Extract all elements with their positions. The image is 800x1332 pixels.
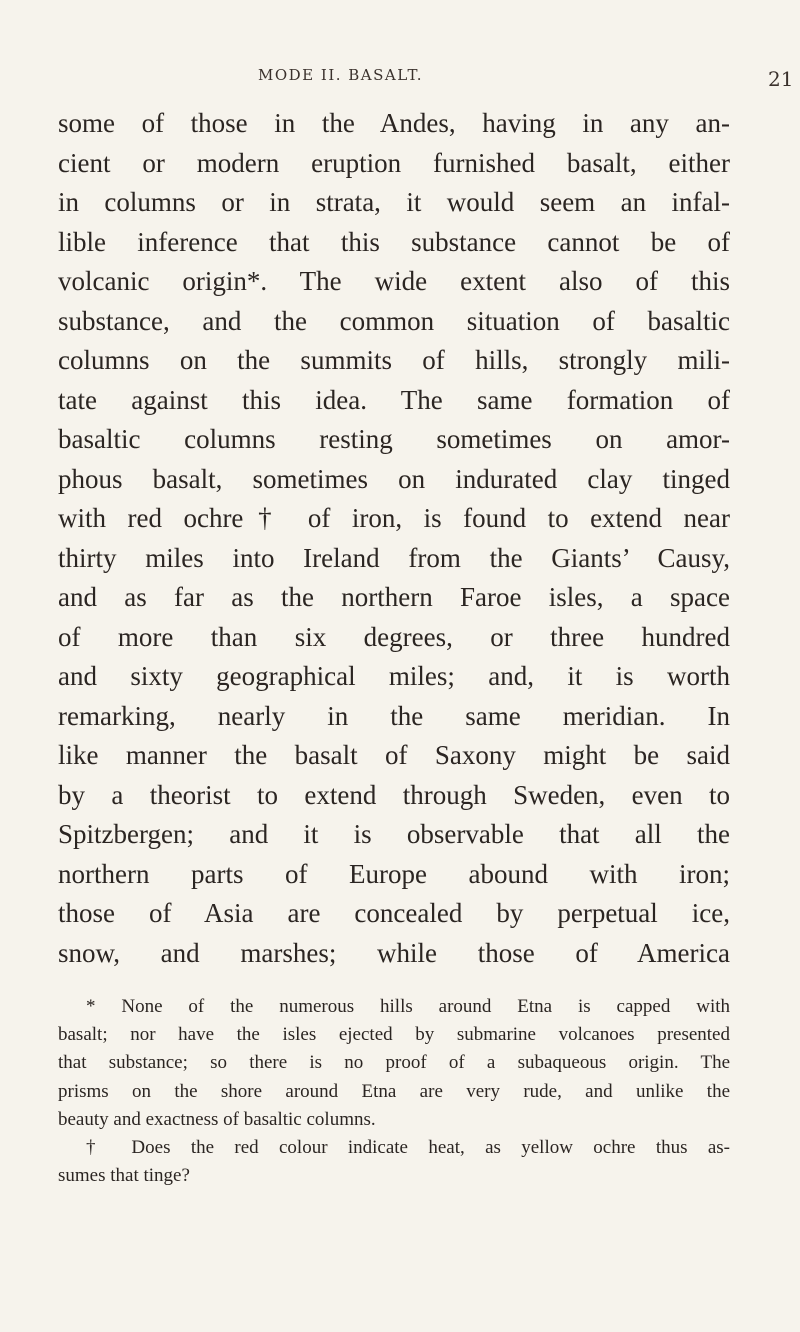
body-line: cient or modern eruption furnished basalt, either bbox=[58, 147, 730, 178]
body-line: volcanic origin*. The wide extent also of this bbox=[58, 266, 730, 296]
body-line: some of those in the Andes, having in any an- bbox=[58, 108, 730, 138]
body-line: snow, and marshes; while those of America bbox=[58, 937, 730, 968]
footnote-line: sumes that tinge? bbox=[58, 1165, 190, 1187]
footnote-line: basalt; nor have the isles ejected by submarine volcanoes presented bbox=[58, 1024, 730, 1046]
body-line: in columns or in strata, it would seem an infal- bbox=[58, 187, 730, 217]
body-line: Spitzbergen; and it is observable that all the bbox=[58, 819, 730, 849]
body-line: like manner the basalt of Saxony might be said bbox=[58, 740, 730, 770]
body-line: basaltic columns resting sometimes on amor- bbox=[58, 424, 730, 454]
footnote-line: * None of the numerous hills around Etna is capped with bbox=[86, 996, 730, 1017]
page-number: 21 bbox=[768, 67, 794, 91]
running-head bbox=[0, 66, 800, 96]
body-line: phous basalt, sometimes on indurated clay tinged bbox=[58, 463, 730, 494]
body-line: remarking, nearly in the same meridian. In bbox=[58, 700, 730, 731]
body-line: northern parts of Europe abound with iron; bbox=[58, 858, 730, 889]
footnote-line: that substance; so there is no proof of a subaqueous origin. The bbox=[58, 1052, 730, 1074]
body-line: tate against this idea. The same formation of bbox=[58, 384, 730, 415]
body-line: substance, and the common situation of basaltic bbox=[58, 305, 730, 336]
body-line: by a theorist to extend through Sweden, even to bbox=[58, 779, 730, 810]
body-line: of more than six degrees, or three hundred bbox=[58, 621, 730, 652]
body-line: those of Asia are concealed by perpetual ice, bbox=[58, 898, 730, 928]
body-line: and sixty geographical miles; and, it is worth bbox=[58, 661, 730, 691]
footnote-line: † Does the red colour indicate heat, as yellow ochre thus as- bbox=[86, 1136, 730, 1158]
footnote-line: beauty and exactness of basaltic columns. bbox=[58, 1108, 376, 1130]
running-title: MODE II. BASALT. bbox=[258, 66, 424, 84]
body-line: with red ochre† of iron, is found to extend near bbox=[58, 503, 730, 533]
body-line: and as far as the northern Faroe isles, a space bbox=[58, 582, 730, 612]
footnotes bbox=[58, 993, 730, 1190]
body-text bbox=[58, 104, 730, 973]
body-line: thirty miles into Ireland from the Giants’ Causy, bbox=[58, 542, 730, 573]
body-line: lible inference that this substance cannot be of bbox=[58, 226, 730, 257]
body-line: columns on the summits of hills, strongly mili- bbox=[58, 345, 730, 375]
footnote-line: prisms on the shore around Etna are very rude, and unlike the bbox=[58, 1080, 730, 1102]
